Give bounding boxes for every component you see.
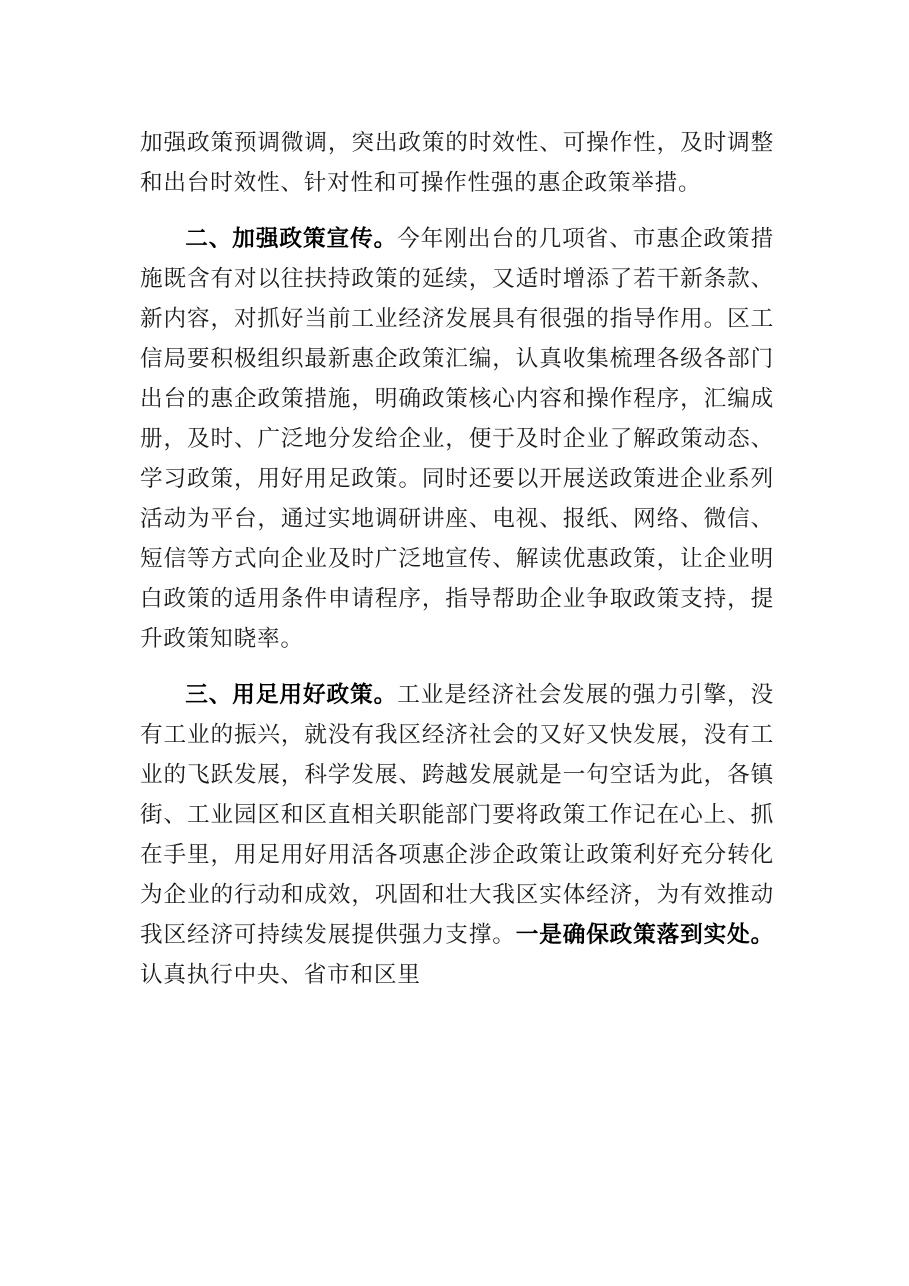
section-heading-utilization: 三、用足用好政策。 bbox=[185, 682, 398, 708]
paragraph-policy-adjustment bbox=[140, 123, 774, 203]
paragraph-text-continued: 认真执行中央、省市和区里 bbox=[140, 962, 421, 988]
section-heading-publicity: 二、加强政策宣传。 bbox=[185, 226, 398, 252]
paragraph-text: 今年刚出台的几项省、市惠企政策措施既含有对以往扶持政策的延续，又适时增添了若干新条款、新内容，对抓好当前工业经济发展具有很强的指导作用。区工信局要积极组织最新惠企政策汇编，认真收集梳理各级各部门出台的惠企政策措施，明确政策核心内容和操作程序，汇编成册，及时、广泛地分发给企业，便于及时企业了解政策动态、学习政策，用好用足政策。同时还要以开展送政策进企业系列活动为平台，通过实地调研讲座、电视、报纸、网络、微信、短信等方式向企业及时广泛地宣传、解读优惠政策，让企业明白政策的适用条件申请程序，指导帮助企业争取政策支持，提升政策知晓率。 bbox=[140, 226, 774, 652]
document-body bbox=[140, 123, 774, 1011]
paragraph-text: 加强政策预调微调，突出政策的时效性、可操作性，及时调整和出台时效性、针对性和可操作性强的惠企政策举措。 bbox=[140, 130, 774, 196]
subsection-heading-implementation: 一是确保政策落到实处。 bbox=[515, 922, 774, 948]
paragraph-text: 工业是经济社会发展的强力引擎，没有工业的振兴，就没有我区经济社会的又好又快发展，没有工业的飞跃发展，科学发展、跨越发展就是一句空话为此，各镇街、工业园区和区直相关职能部门要将政策工作记在心上、抓在手里，用足用好用活各项惠企涉企政策让政策利好充分转化为企业的行动和成效，巩固和壮大我区实体经济，为有效推动我区经济可持续发展提供强力支撑。 bbox=[140, 682, 774, 948]
paragraph-policy-publicity bbox=[140, 219, 774, 659]
paragraph-policy-utilization bbox=[140, 675, 774, 995]
